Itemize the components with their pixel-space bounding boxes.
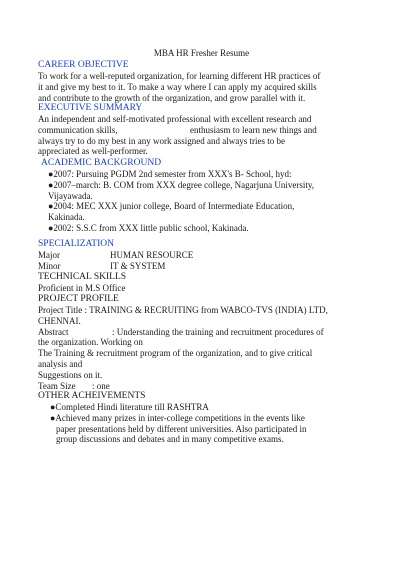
academic-item: Vijayawada. [48, 190, 93, 201]
project-section [38, 294, 368, 391]
achievement-item: ●Completed Hindi literature till RASHTRA [50, 402, 209, 412]
summary-line-part: enthusiasm to learn new things and [190, 124, 317, 135]
technical-heading: TECHNICAL SKILLS [38, 272, 127, 282]
summary-line [38, 125, 368, 136]
specialization-section [38, 239, 368, 272]
summary-line: always try to do my best in any work assigned and always tries to be [38, 135, 285, 146]
minor-row [38, 261, 368, 272]
summary-line: appreciated as well-performer. [38, 146, 148, 157]
academic-item: ●2007: Pursuing PGDM 2nd semester from XXX's B- School, hyd: [48, 169, 292, 179]
project-heading: PROJECT PROFILE [38, 294, 119, 304]
minor-label: Minor [38, 260, 61, 271]
career-objective-line: and contribute to the growth of the organization, and grow parallel with it. [38, 92, 306, 103]
career-objective-heading: CAREER OBJECTIVE [38, 60, 129, 70]
academic-item: ●2007–march: B. COM from XXX degree college, Nagarjuna University, [48, 179, 315, 190]
project-title-line: CHENNAI. [38, 315, 81, 326]
abstract-row [38, 327, 368, 338]
summary-line: An independent and self-motivated professional with excellent research and [38, 114, 312, 124]
specialization-heading: SPECIALIZATION [38, 239, 114, 249]
academic-heading: ACADEMIC BACKGROUND [41, 158, 162, 168]
academic-item: Kakinada. [48, 212, 85, 223]
abstract-line: Suggestions on it. [38, 369, 103, 380]
project-title-line: Project Title : TRAINING & RECRUITING from WABCO-TVS (INDIA) LTD, [38, 305, 328, 315]
executive-summary-heading: EXECUTIVE SUMMARY [38, 103, 143, 113]
summary-line-part: communication skills, [38, 124, 118, 135]
team-size-label: Team Size [38, 380, 76, 391]
team-size-row [38, 381, 368, 392]
technical-text: Proficient in M.S Office [38, 283, 126, 293]
major-label: Major [38, 250, 60, 260]
major-value: HUMAN RESOURCE [110, 250, 194, 260]
abstract-text: : Understanding the training and recruitment procedures of [112, 326, 324, 337]
achievement-item: ●Achieved many prizes in inter-college competitions in the events like [50, 412, 305, 423]
other-achievements-heading: OTHER ACHEIVEMENTS [38, 391, 146, 401]
team-size-value: : one [92, 380, 110, 391]
technical-section [38, 272, 368, 294]
abstract-line: analysis and [38, 358, 83, 369]
major-row [38, 250, 368, 261]
abstract-line: the organization. Working on [38, 337, 143, 348]
minor-value: IT & SYSTEM [110, 260, 166, 271]
academic-section [38, 158, 368, 234]
executive-summary-section [38, 103, 368, 157]
achievement-item: group discussions and debates and in many competitive exams. [56, 434, 284, 445]
career-objective-section [38, 60, 368, 103]
document-title: MBA HR Fresher Resume [153, 48, 250, 58]
abstract-line: The Training & recruitment program of the organization, and to give critical [38, 348, 313, 359]
academic-item: ●2002: S.S.C from XXX little public school, Kakinada. [48, 222, 249, 233]
achievement-item: paper presentations held by different universities. Also participated in [56, 423, 307, 434]
career-objective-line: To work for a well-reputed organization, for learning different HR practices of [38, 71, 321, 81]
other-achievements-section [38, 391, 368, 445]
abstract-label: Abstract [38, 326, 69, 337]
career-objective-line: it and give my best to it. To make a way where I can apply my acquired skills [38, 81, 317, 92]
academic-item: ●2004: MEC XXX junior college, Board of Intermediate Education, [48, 201, 295, 212]
